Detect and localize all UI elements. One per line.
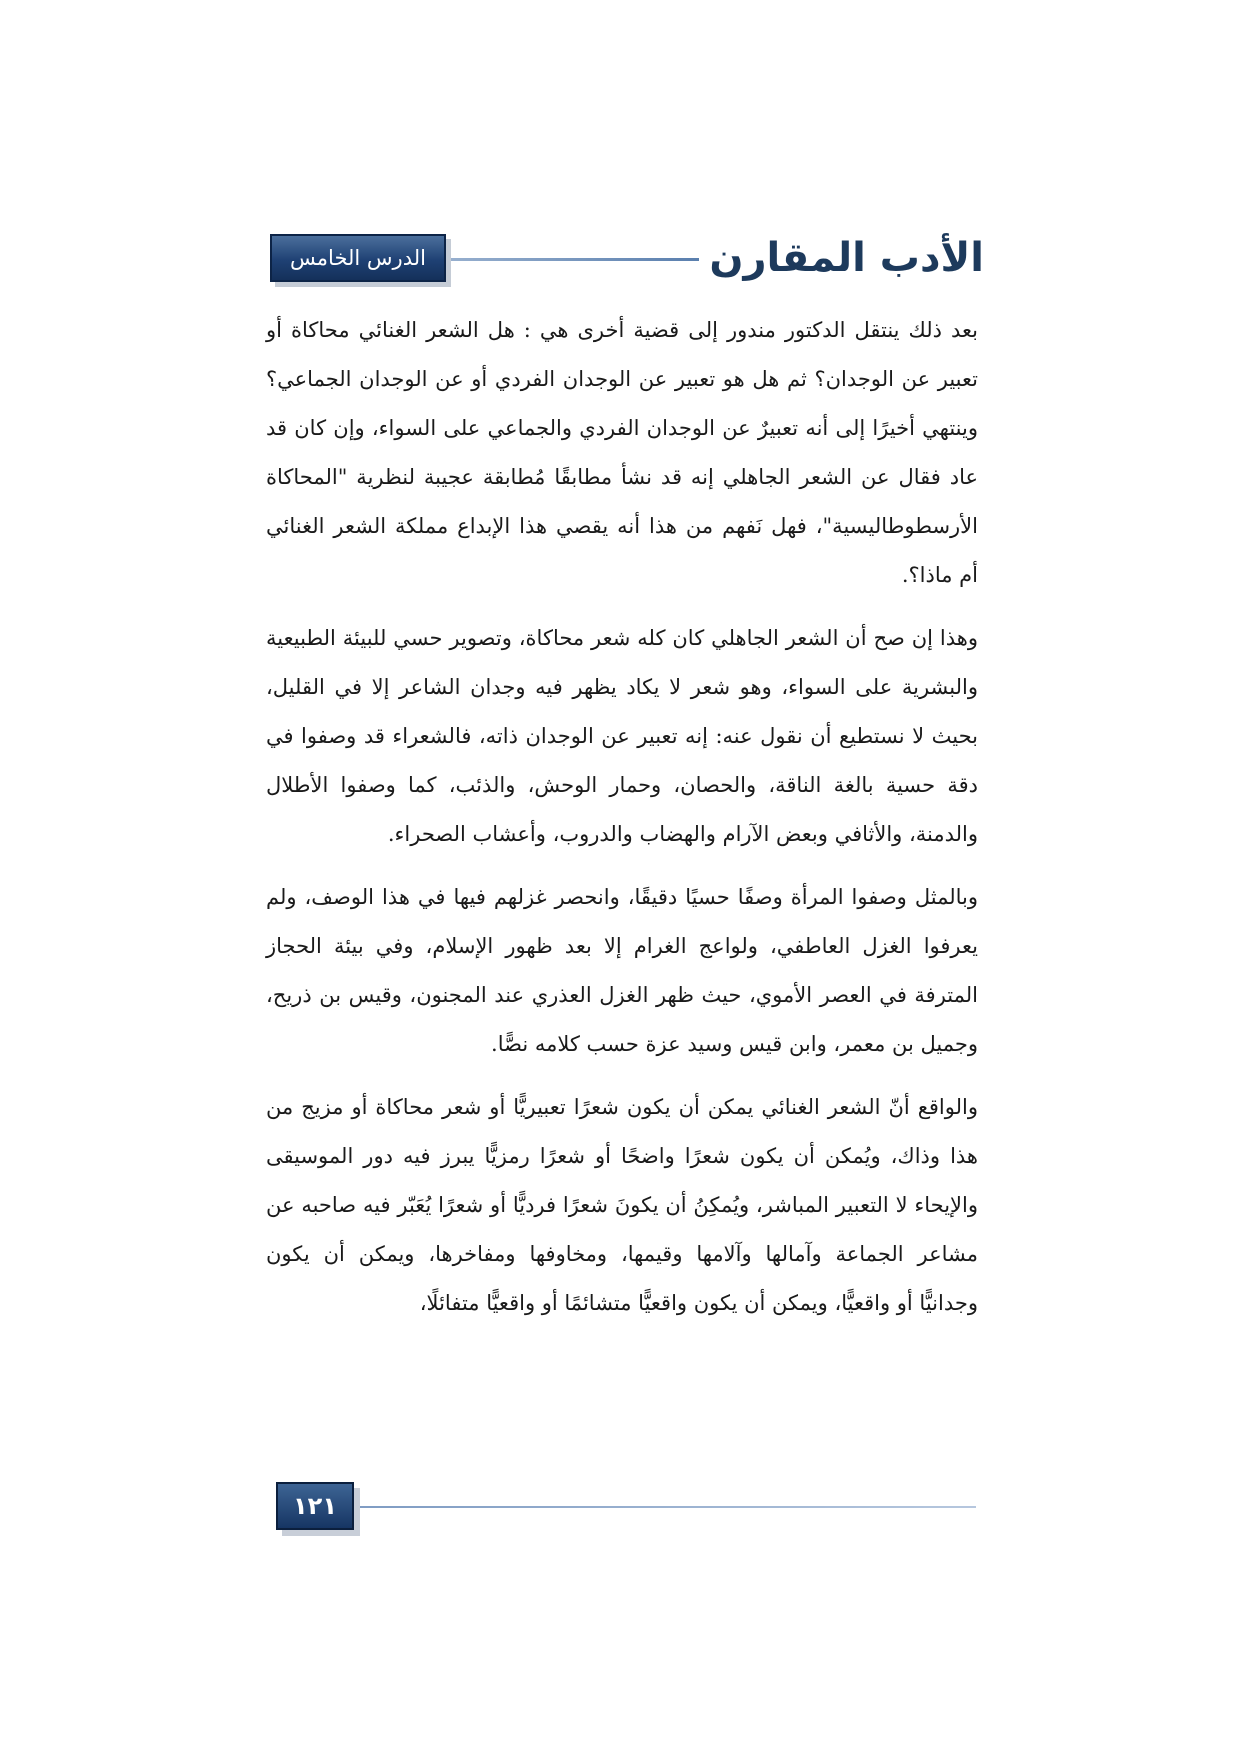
paragraph: وبالمثل وصفوا المرأة وصفًا حسيًا دقيقًا، وانحصر غزلهم فيها في هذا الوصف، ولم يعرفوا الغزل العاطفي، ولواعج الغرام إلا بعد ظهور الإسلام، وفي بيئة الحجاز المترفة في العصر الأموي، حيث ظهر الغزل العذري عند المجنون، وقيس بن ذريح، وجميل بن معمر، وابن قيس وسيد عزة حسب كلامه نصًّا. — [266, 885, 978, 1056]
paragraph: بعد ذلك ينتقل الدكتور مندور إلى قضية أخرى هي : هل الشعر الغنائي محاكاة أو تعبير عن الوجدان؟ ثم هل هو تعبير عن الوجدان الفردي أو عن الوجدان الجماعي؟ وينتهي أخيرًا إلى أنه تعبيرٌ عن الوجدان الفردي والجماعي على السواء، وإن كان قد عاد فقال عن الشعر الجاهلي إنه قد نشأ مطابقًا مُطابقة عجيبة لنظرية "المحاكاة الأرسطوطاليسية"، فهل نَفهم من هذا أنه يقصي هذا الإبداع مملكة الشعر الغنائي أم ماذا؟. — [266, 318, 978, 587]
paragraph: وهذا إن صح أن الشعر الجاهلي كان كله شعر محاكاة، وتصوير حسي للبيئة الطبيعية والبشرية على السواء، وهو شعر لا يكاد يظهر فيه وجدان الشاعر إلا في القليل، بحيث لا نستطيع أن نقول عنه: إنه تعبير عن الوجدان ذاته، فالشعراء قد وصفوا في دقة حسية بالغة الناقة، والحصان، وحمار الوحش، والذئب، كما وصفوا الأطلال والدمنة، والأثافي وبعض الآرام والهضاب والدروب، وأعشاب الصحراء. — [266, 626, 978, 846]
page-header — [264, 228, 984, 288]
footer-divider — [356, 1506, 976, 1508]
page-body — [266, 306, 978, 1342]
book-title: الأدب المقارن — [709, 235, 984, 281]
page-number-badge — [276, 1482, 354, 1530]
page-number: ١٢١ — [293, 1492, 337, 1520]
lesson-badge — [270, 234, 446, 282]
paragraph: والواقع أنّ الشعر الغنائي يمكن أن يكون شعرًا تعبيريًّا أو شعر محاكاة أو مزيج من هذا وذاك، ويُمكن أن يكون شعرًا واضحًا أو شعرًا رمزيًّا يبرز فيه دور الموسيقى والإيحاء لا التعبير المباشر، ويُمكِنُ أن يكونَ شعرًا فرديًّا أو شعرًا يُعَبّر فيه صاحبه عن مشاعر الجماعة وآمالها وآلامها وقيمها، ومخاوفها ومفاخرها، ويمكن أن يكون وجدانيًّا أو واقعيًّا، ويمكن أن يكون واقعيًّا متشائمًا أو واقعيًّا متفائلًا، — [266, 1095, 978, 1315]
header-divider — [414, 258, 699, 261]
page-footer — [276, 1482, 976, 1532]
lesson-label: الدرس الخامس — [290, 246, 426, 270]
